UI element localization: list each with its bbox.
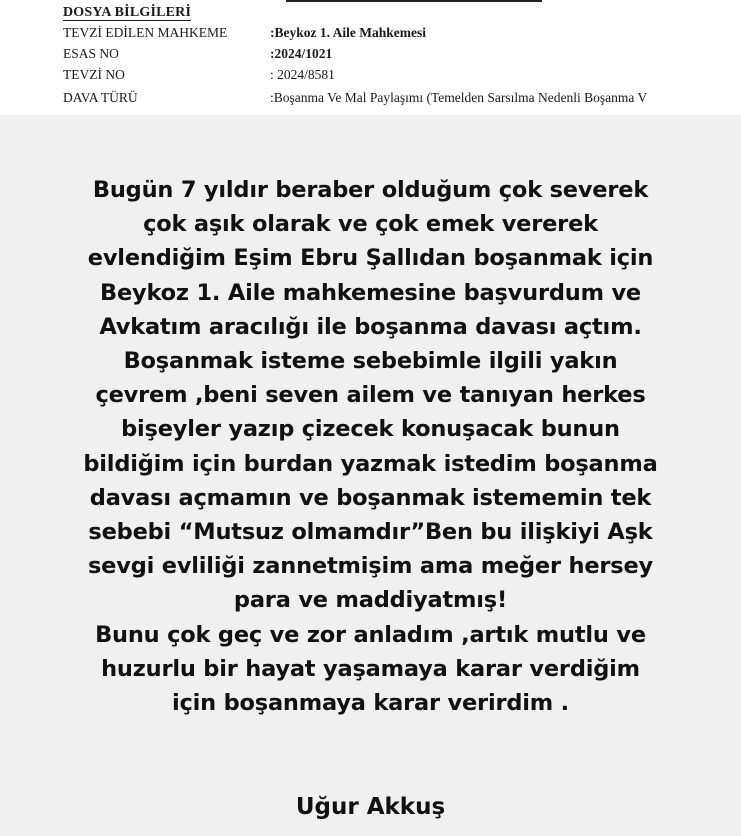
message-line: çevrem ,beni seven ailem ve tanıyan herkes (95, 382, 646, 409)
message-line: Bugün 7 yıldır beraber olduğum çok severek (92, 177, 649, 203)
row-label: TEVZİ EDİLEN MAHKEME (63, 25, 228, 40)
signature: Uğur Akkuş (295, 794, 446, 820)
message-line: için boşanmaya karar verirdim . (171, 690, 570, 717)
message-line: bildiğim için burdan yazmak istedim boşanma (83, 450, 658, 477)
message-line: para ve maddiyatmış! (233, 587, 508, 614)
message-line: sevgi evliliği zannetmişim ama meğer hersey (87, 553, 653, 580)
story-card (0, 115, 741, 836)
message-text (0, 173, 741, 720)
row-label: ESAS NO (63, 46, 119, 61)
document-header (0, 0, 741, 125)
message-line: Avkatım aracılığı ile boşanma davası açtım. (99, 313, 642, 340)
document-title: DOSYA BİLGİLERİ (63, 5, 192, 20)
message-line: Bunu çok geç ve zor anladım ,artık mutlu ve (95, 621, 646, 648)
row-label: DAVA TÜRÜ (63, 90, 138, 105)
message-line: sebebi “Mutsuz olmamdır”Ben bu ilişkiyi Aşk (88, 519, 653, 546)
message-line: evlendiğim Eşim Ebru Şallıdan boşanmak için (87, 245, 654, 272)
message-line: davası açmamın ve boşanmak istememin tek (89, 484, 652, 511)
message-line: çok aşık olarak ve çok emek vererek (143, 211, 598, 238)
message-line: Boşanmak isteme sebebimle ilgili yakın (123, 348, 618, 375)
row-value: :Boşanma Ve Mal Paylaşımı (Temelden Sarsılma Nedenli Boşanma V (270, 90, 648, 105)
message-line: bişeyler yazıp çizecek konuşacak bunun (121, 416, 620, 443)
row-label: TEVZİ NO (63, 67, 125, 82)
message-line: Beykoz 1. Aile mahkemesine başvurdum ve (100, 279, 641, 306)
row-value: : 2024/8581 (270, 67, 335, 82)
row-value: :Beykoz 1. Aile Mahkemesi (270, 25, 426, 40)
message-line: huzurlu bir hayat yaşamaya karar verdiğim (101, 655, 640, 682)
top-rule (286, 0, 542, 2)
row-value: :2024/1021 (270, 46, 333, 61)
